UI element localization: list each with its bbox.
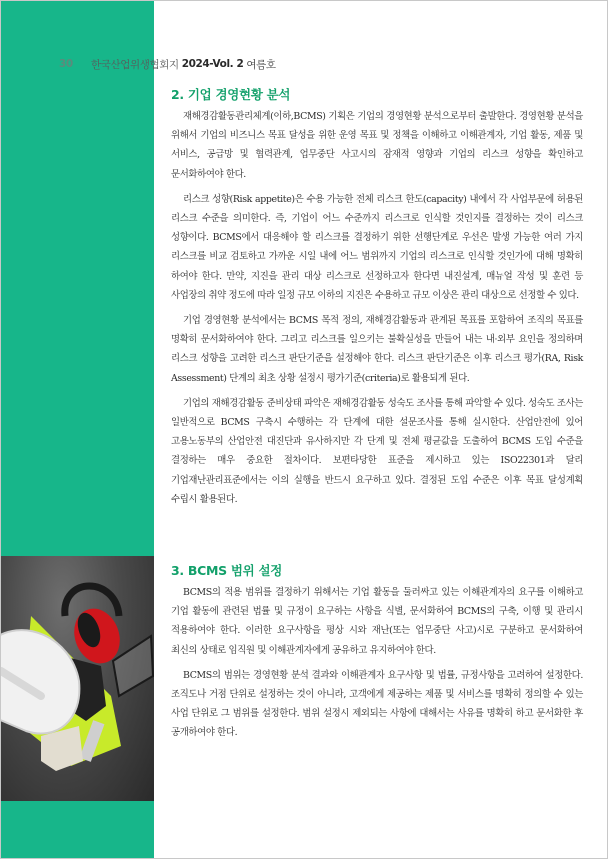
journal-issue: 2024-Vol. 2	[181, 58, 244, 70]
section-heading: 2. 기업 경영현황 분석	[171, 87, 291, 102]
page-number: 30	[59, 58, 73, 70]
section-3	[171, 561, 583, 749]
journal-name: 한국산업위생협회지	[91, 58, 179, 71]
paragraph: 재해경감활동관리체계(이하,BCMS) 기획은 기업의 경영현황 분석으로부터 출발한다. 경영현황 분석을 위해서 기업의 비즈니스 목표 달성을 위한 운영 목표 및 정책을 이해하고 이해관계자, 기업 활동, 제품 및 서비스, 공급망 및 협력관계, 업무중단 사고시의 잠재적 영향과 기업의 리스크 성향을 확인하고 문서화하여야 한다.	[171, 111, 583, 180]
paragraph: BCMS의 범위는 경영현황 분석 결과와 이해관계자 요구사항 및 법률, 규정사항을 고려하여 설정한다. 조직도나 거점 단위로 설정하는 것이 아니라, 고객에게 제공하는 제품 및 서비스를 명확히 정의할 수 있는 사업 단위로 그 범위를 설정한다. 범위 설정시 제외되는 사항에 대해서는 사유를 명확히 하고 문서화한 후 공개하여야 한다.	[171, 669, 583, 739]
section-heading: 3. BCMS 범위 설정	[171, 563, 283, 578]
paragraph: 리스크 성향(Risk appetite)은 수용 가능한 전체 리스크 한도(capacity) 내에서 각 사업부문에 허용된 리스크 수준을 의미한다. 즉, 기업이 어느 수준까지 리스크로 인식할 것인지를 결정하는 것이 리스크 성향이다. BCMS에서 대응해야 할 리스크를 결정하기 위한 선행단계로 우선은 발생 가능한 여러 가지 리스크를 비교 검토하고 가까운 시일 내에 어느 범위까지 기업의 리스크로 인식할 것인가에 대해 명확히 하여야 한다. 만약, 지진을 관리 대상 리스크로 선정하고자 한다면 내진설계, 매뉴얼 작성 및 훈련 등 사업장의 취약 정도에 따라 일정 규모 이하의 지진은 수용하고 규모 이상은 관리 대상으로 선정할 수 있다.	[171, 193, 583, 301]
section-2	[171, 85, 583, 515]
journal-season: 여름호	[246, 58, 276, 71]
paragraph: BCMS의 적용 범위를 결정하기 위해서는 기업 활동을 둘러싸고 있는 이해관계자의 요구를 이해하고 기업 활동에 관련된 법률 및 규정이 요구하는 사항을 식별, 문서화하여 BCMS의 구축, 이행 및 관리시 적용하여야 한다. 이러한 요구사항을 평상 시와 재난(또는 업무중단 사고)시로 구분하고 문서화하여 최신의 상태로 임직원 및 이해관계자에게 공유하고 유지하여야 한다.	[171, 587, 583, 656]
paragraph: 기업의 재해경감활동 준비상태 파악은 재해경감활동 성숙도 조사를 통해 파악할 수 있다. 성숙도 조사는 일반적으로 BCMS 구축시 수행하는 각 단계에 대한 설문조사를 통해 실시한다. 산업안전에 있어 고용노동부의 산업안전 대진단과 유사하지만 각 단계 및 전체 평균값을 도출하여 BCMS 도입 수준을 결정하는 매우 중요한 절차이다. 보편타당한 표준을 제시하고 있는 ISO22301과 달리 기업재난관리표준에서는 이의 실행을 반드시 요구하고 있다. 결정된 도입 수준은 이후 목표 달성계획 수립시 활용된다.	[171, 397, 583, 505]
running-header	[59, 56, 276, 72]
safety-equipment-photo	[1, 556, 154, 801]
paragraph: 기업 경영현황 분석에서는 BCMS 목적 정의, 재해경감활동과 관계된 목표를 포함하여 조직의 목표를 명확히 문서화하여야 한다. 그리고 리스크를 일으키는 불확실성을 만들어 내는 내·외부 요인을 정의하며 리스크 성향을 고려한 리스크 판단기준을 설정해야 한다. 리스크 판단기준은 이후 리스크 평가(RA, Risk Assessment) 단계의 최초 상황 설정시 평가기준(criteria)로 활용되게 된다.	[171, 315, 583, 384]
